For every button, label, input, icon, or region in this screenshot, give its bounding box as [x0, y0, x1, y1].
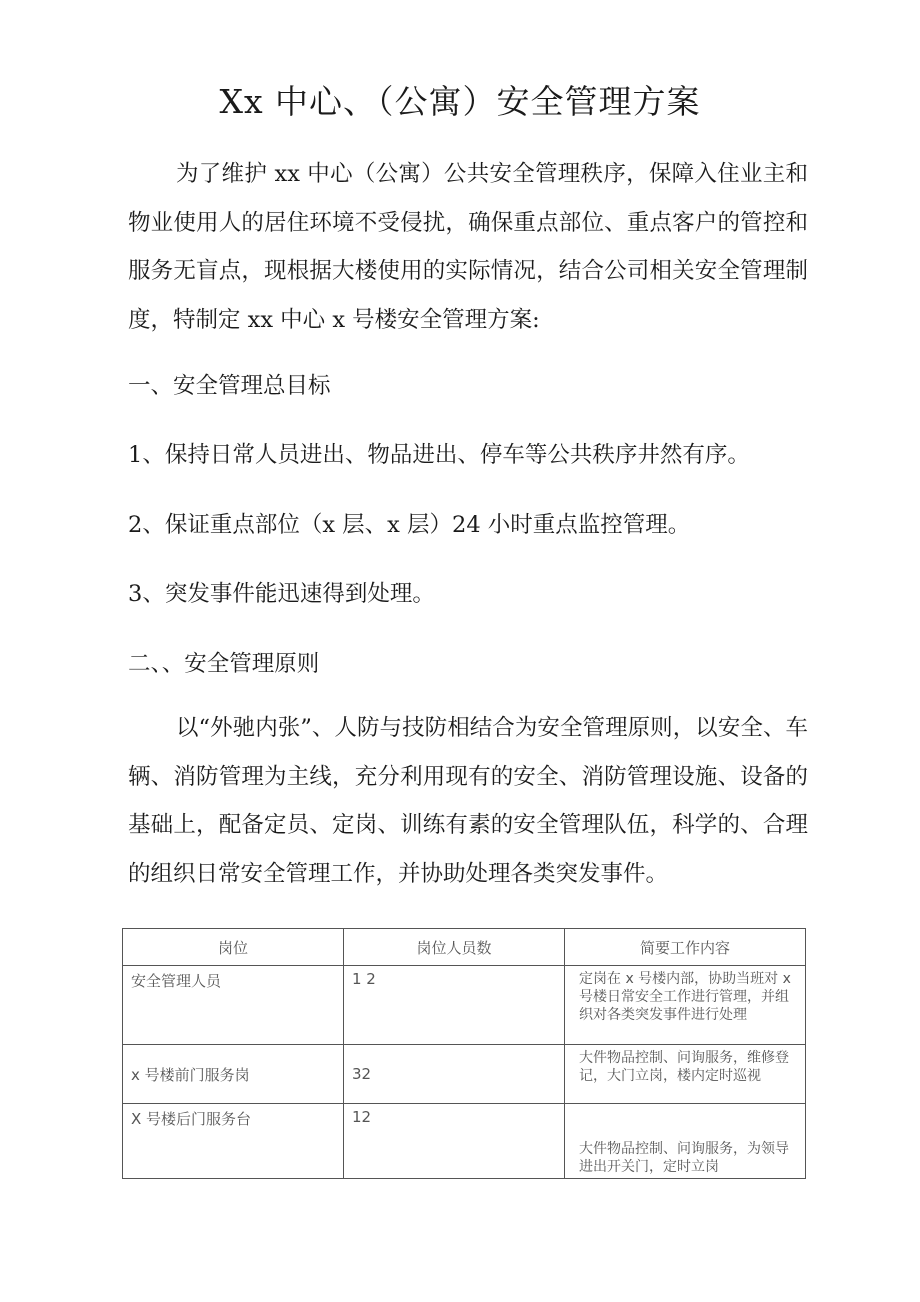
document-title: Xx 中心、（公寓）安全管理方案 — [219, 82, 701, 121]
cell-duty: 大件物品控制、问询服务，为领导进出开关门，定时立岗 — [565, 1104, 806, 1179]
intro-text: 为了维护 xx 中心（公寓）公共安全管理秩序，保障入住业主和物业使用人的居住环境不受侵扰，确保重点部位、重点客户的管控和服务无盲点，现根据大楼使用的实际情况，结合公司相关安全管理制度，特制定 xx 中心 x 号楼安全管理方案: — [128, 161, 808, 333]
principle-text: 以“外驰内张”、人防与技防相结合为安全管理原则，以安全、车辆、消防管理为主线，充分利用现有的安全、消防管理设施、设备的基础上，配备定员、定岗、训练有素的安全管理队伍，科学的、合理的组织日常安全管理工作，并协助处理各类突发事件。 — [128, 715, 808, 887]
header-count: 岗位人员数 — [344, 929, 565, 966]
section-heading-goals: 一、安全管理总目标 — [128, 373, 331, 399]
intro-paragraph — [128, 150, 808, 344]
header-post: 岗位 — [123, 929, 344, 966]
table-row — [123, 1045, 806, 1104]
table-row — [123, 1104, 806, 1179]
cell-count: 12 — [344, 1104, 565, 1179]
cell-count: 32 — [344, 1045, 565, 1104]
staffing-table — [122, 928, 806, 1179]
header-duty: 简要工作内容 — [565, 929, 806, 966]
cell-duty: 大件物品控制、问询服务，维修登记，大门立岗，楼内定时巡视 — [565, 1045, 806, 1104]
section-heading-principles: 二、、安全管理原则 — [128, 651, 320, 677]
goal-item-3: 3、突发事件能迅速得到处理。 — [128, 581, 435, 607]
table-header-row — [123, 929, 806, 966]
cell-post: 安全管理人员 — [123, 966, 344, 1045]
cell-duty: 定岗在 x 号楼内部，协助当班对 x 号楼日常安全工作进行管理，并组织对各类突发事件进行处理 — [565, 966, 806, 1045]
cell-post: x 号楼前门服务岗 — [123, 1045, 344, 1104]
goal-item-1: 1、保持日常人员进出、物品进出、停车等公共秩序井然有序。 — [128, 442, 750, 468]
cell-count: 1 2 — [344, 966, 565, 1045]
principle-paragraph — [128, 704, 808, 898]
goal-item-2: 2、保证重点部位（x 层、x 层）24 小时重点监控管理。 — [128, 512, 691, 538]
table-row — [123, 966, 806, 1045]
cell-post: X 号楼后门服务台 — [123, 1104, 344, 1179]
